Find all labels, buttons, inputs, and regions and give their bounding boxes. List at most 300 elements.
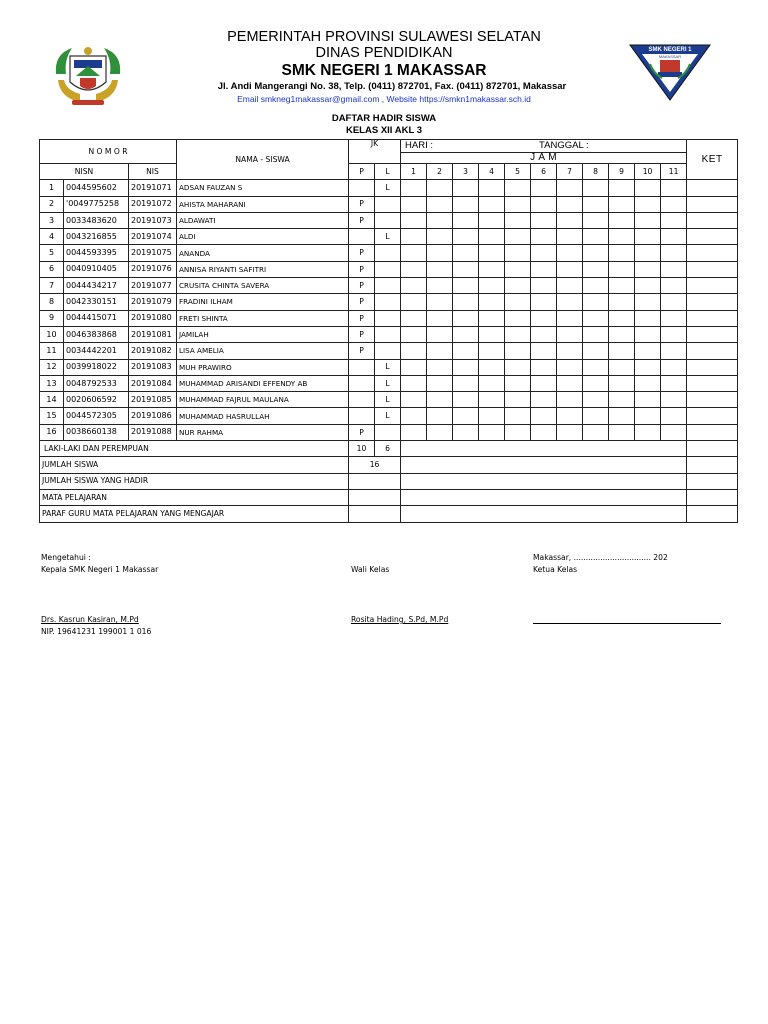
row-nis: 20191075 <box>129 245 177 261</box>
hour-cell <box>401 343 427 359</box>
ket-cell <box>687 424 738 440</box>
row-number: 13 <box>40 375 64 391</box>
empty-cell <box>401 473 687 489</box>
empty-cell <box>687 441 738 457</box>
hour-cell <box>479 392 505 408</box>
hour-cell <box>479 196 505 212</box>
jumlah-row <box>40 457 738 473</box>
jumlah-value: 16 <box>349 457 401 473</box>
hour-cell <box>401 212 427 228</box>
tanggal-label: TANGGAL : <box>539 140 589 151</box>
hour-cell <box>635 392 661 408</box>
hour-cell <box>453 294 479 310</box>
hour-cell <box>557 326 583 342</box>
hour-cell <box>505 245 531 261</box>
hour-cell <box>557 196 583 212</box>
hour-cell <box>635 310 661 326</box>
row-nis: 20191072 <box>129 196 177 212</box>
row-nisn: 0046383868 <box>64 326 129 342</box>
hour-cell <box>635 343 661 359</box>
empty-cell <box>687 506 738 522</box>
row-nisn: 0039918022 <box>64 359 129 375</box>
hour-cell <box>479 245 505 261</box>
hari-label: HARI : <box>405 140 434 151</box>
hour-cell <box>531 310 557 326</box>
hour-cell <box>583 261 609 277</box>
total-l: 6 <box>375 441 401 457</box>
hour-cell <box>401 278 427 294</box>
hour-cell <box>609 196 635 212</box>
hour-cell <box>427 392 453 408</box>
row-p <box>349 359 375 375</box>
right-logo-text: SMK NEGERI 1 <box>648 47 692 53</box>
hour-cell <box>557 310 583 326</box>
table-row <box>40 196 738 212</box>
hour-cell <box>661 359 687 375</box>
row-name: AHISTA MAHARANI <box>177 196 349 212</box>
row-l: L <box>375 375 401 391</box>
row-nis: 20191071 <box>129 180 177 196</box>
row-p <box>349 229 375 245</box>
hour-cell <box>661 196 687 212</box>
hour-cell <box>661 375 687 391</box>
row-nisn: '0049775258 <box>64 196 129 212</box>
hour-header: 5 <box>505 164 531 180</box>
row-l <box>375 196 401 212</box>
table-row <box>40 326 738 342</box>
row-l: L <box>375 359 401 375</box>
hour-cell <box>531 212 557 228</box>
attendance-table <box>39 139 738 523</box>
hour-cell <box>557 343 583 359</box>
hour-cell <box>505 392 531 408</box>
place-date: Makassar, ................................ 202 <box>533 553 668 562</box>
hour-cell <box>427 180 453 196</box>
row-nisn: 0042330151 <box>64 294 129 310</box>
hour-cell <box>453 359 479 375</box>
table-row <box>40 392 738 408</box>
hour-cell <box>453 180 479 196</box>
hour-header: 8 <box>583 164 609 180</box>
hour-cell <box>401 392 427 408</box>
hour-cell <box>453 229 479 245</box>
row-p: P <box>349 343 375 359</box>
hour-cell <box>557 408 583 424</box>
row-number: 12 <box>40 359 64 375</box>
document-title: DAFTAR HADIR SISWA <box>331 113 437 124</box>
row-l <box>375 326 401 342</box>
row-number: 1 <box>40 180 64 196</box>
hour-cell <box>661 408 687 424</box>
hour-cell <box>505 310 531 326</box>
header-contact: Email smkneg1makassar@gmail.com , Website https://smkn1makassar.sch.id <box>237 94 531 104</box>
hour-cell <box>401 310 427 326</box>
nama-header: NAMA - SISWA <box>177 140 349 180</box>
hour-cell <box>583 294 609 310</box>
row-nisn: 0044415071 <box>64 310 129 326</box>
row-name: ADSAN FAUZAN S <box>177 180 349 196</box>
row-nis: 20191086 <box>129 408 177 424</box>
row-nisn: 0043216855 <box>64 229 129 245</box>
hour-cell <box>427 375 453 391</box>
l-header: L <box>375 164 401 180</box>
row-nis: 20191077 <box>129 278 177 294</box>
paraf-label: PARAF GURU MATA PELAJARAN YANG MENGAJAR <box>40 506 349 522</box>
hour-cell <box>505 180 531 196</box>
row-nis: 20191079 <box>129 294 177 310</box>
row-p: P <box>349 212 375 228</box>
hour-cell <box>427 310 453 326</box>
row-p: P <box>349 310 375 326</box>
hour-cell <box>583 343 609 359</box>
row-name: JAMILAH <box>177 326 349 342</box>
row-l <box>375 245 401 261</box>
hour-cell <box>401 375 427 391</box>
row-p: P <box>349 245 375 261</box>
row-nisn: 0034442201 <box>64 343 129 359</box>
hour-cell <box>635 375 661 391</box>
hour-cell <box>583 408 609 424</box>
header-row-1 <box>40 140 738 164</box>
header-school-name: SMK NEGERI 1 MAKASSAR <box>281 62 487 79</box>
row-name: CRUSITA CHINTA SAVERA <box>177 278 349 294</box>
hour-cell <box>401 180 427 196</box>
hour-cell <box>531 261 557 277</box>
hour-cell <box>531 245 557 261</box>
row-p <box>349 392 375 408</box>
row-nisn: 0044593395 <box>64 245 129 261</box>
row-number: 9 <box>40 310 64 326</box>
hour-cell <box>661 392 687 408</box>
empty-cell <box>687 473 738 489</box>
hour-header: 7 <box>557 164 583 180</box>
hour-cell <box>609 229 635 245</box>
hour-header: 2 <box>427 164 453 180</box>
hour-cell <box>453 278 479 294</box>
hour-cell <box>427 294 453 310</box>
hour-cell <box>557 359 583 375</box>
row-number: 4 <box>40 229 64 245</box>
jk-header: JK <box>349 140 401 164</box>
hour-cell <box>635 212 661 228</box>
row-number: 2 <box>40 196 64 212</box>
header-department: DINAS PENDIDIKAN <box>315 45 453 61</box>
hour-cell <box>557 392 583 408</box>
row-p: P <box>349 196 375 212</box>
ket-cell <box>687 310 738 326</box>
row-l <box>375 278 401 294</box>
row-l: L <box>375 408 401 424</box>
row-number: 15 <box>40 408 64 424</box>
hour-cell <box>427 408 453 424</box>
row-nis: 20191085 <box>129 392 177 408</box>
hour-cell <box>557 180 583 196</box>
hour-cell <box>531 392 557 408</box>
wali-name: Rosita Hading, S.Pd, M.Pd <box>351 615 449 624</box>
row-p: P <box>349 278 375 294</box>
hour-cell <box>557 375 583 391</box>
hour-cell <box>505 229 531 245</box>
jumlah-label: JUMLAH SISWA <box>40 457 349 473</box>
row-name: ALDAWATI <box>177 212 349 228</box>
row-nis: 20191076 <box>129 261 177 277</box>
hour-cell <box>531 278 557 294</box>
right-logo-subtext: MAKASSAR <box>658 54 682 59</box>
hour-cell <box>531 229 557 245</box>
table-row <box>40 212 738 228</box>
table-row <box>40 245 738 261</box>
hour-cell <box>635 294 661 310</box>
ket-cell <box>687 375 738 391</box>
hour-cell <box>531 326 557 342</box>
hour-cell <box>427 424 453 440</box>
ket-cell <box>687 212 738 228</box>
hour-cell <box>505 261 531 277</box>
hour-cell <box>401 359 427 375</box>
paraf-row <box>40 506 738 522</box>
table-row <box>40 229 738 245</box>
hour-cell <box>661 326 687 342</box>
row-nisn: 0044434217 <box>64 278 129 294</box>
kepala-label: Kepala SMK Negeri 1 Makassar <box>41 565 159 574</box>
ket-cell <box>687 180 738 196</box>
mengetahui-label: Mengetahui : <box>41 553 91 562</box>
row-l <box>375 310 401 326</box>
table-row <box>40 424 738 440</box>
row-nisn: 0020606592 <box>64 392 129 408</box>
row-p: P <box>349 424 375 440</box>
ket-cell <box>687 392 738 408</box>
hour-cell <box>479 424 505 440</box>
row-p: P <box>349 294 375 310</box>
row-nisn: 0038660138 <box>64 424 129 440</box>
row-l <box>375 424 401 440</box>
row-nisn: 0040910405 <box>64 261 129 277</box>
row-name: MUH PRAWIRO <box>177 359 349 375</box>
hour-cell <box>505 343 531 359</box>
hour-cell <box>635 229 661 245</box>
hour-cell <box>557 245 583 261</box>
hour-cell <box>453 424 479 440</box>
hour-header: 3 <box>453 164 479 180</box>
row-name: MUHAMMAD FAJRUL MAULANA <box>177 392 349 408</box>
row-number: 11 <box>40 343 64 359</box>
hour-cell <box>505 212 531 228</box>
hour-cell <box>479 310 505 326</box>
hour-cell <box>583 180 609 196</box>
empty-cell <box>401 489 687 505</box>
jam-label: J A M <box>530 152 558 163</box>
hour-cell <box>479 343 505 359</box>
hour-cell <box>583 326 609 342</box>
hadir-row <box>40 473 738 489</box>
totals-row <box>40 441 738 457</box>
row-nis: 20191083 <box>129 359 177 375</box>
hadir-label: JUMLAH SISWA YANG HADIR <box>40 473 349 489</box>
hour-cell <box>661 261 687 277</box>
hari-tanggal-cell <box>401 140 687 164</box>
hour-cell <box>401 326 427 342</box>
hour-cell <box>661 245 687 261</box>
hour-cell <box>609 408 635 424</box>
hour-cell <box>583 229 609 245</box>
kepala-nip: NIP. 19641231 199001 1 016 <box>41 627 152 636</box>
hour-cell <box>505 294 531 310</box>
hour-cell <box>583 424 609 440</box>
row-number: 7 <box>40 278 64 294</box>
row-name: NUR RAHMA <box>177 424 349 440</box>
hour-cell <box>661 294 687 310</box>
hour-cell <box>453 375 479 391</box>
table-row <box>40 343 738 359</box>
header-row-2 <box>40 164 738 180</box>
hour-header: 4 <box>479 164 505 180</box>
hour-cell <box>635 326 661 342</box>
row-name: MUHAMMAD HASRULLAH <box>177 408 349 424</box>
hour-cell <box>531 294 557 310</box>
p-header: P <box>349 164 375 180</box>
hour-cell <box>401 294 427 310</box>
row-number: 5 <box>40 245 64 261</box>
row-number: 8 <box>40 294 64 310</box>
hour-cell <box>427 196 453 212</box>
row-p <box>349 375 375 391</box>
hour-cell <box>531 424 557 440</box>
row-l <box>375 261 401 277</box>
row-l: L <box>375 180 401 196</box>
mapel-label: MATA PELAJARAN <box>40 489 349 505</box>
mapel-row <box>40 489 738 505</box>
row-nis: 20191088 <box>129 424 177 440</box>
row-name: ANANDA <box>177 245 349 261</box>
row-name: FRETI SHINTA <box>177 310 349 326</box>
hour-cell <box>583 245 609 261</box>
hour-cell <box>479 326 505 342</box>
row-p: P <box>349 326 375 342</box>
hour-cell <box>505 424 531 440</box>
hour-cell <box>557 424 583 440</box>
hour-cell <box>661 229 687 245</box>
hour-cell <box>583 212 609 228</box>
hour-cell <box>401 196 427 212</box>
row-p <box>349 180 375 196</box>
row-name: LISA AMELIA <box>177 343 349 359</box>
total-p: 10 <box>349 441 375 457</box>
hour-cell <box>453 343 479 359</box>
nis-header: NIS <box>129 164 177 180</box>
hour-cell <box>505 375 531 391</box>
row-number: 14 <box>40 392 64 408</box>
hour-cell <box>583 310 609 326</box>
hour-cell <box>609 343 635 359</box>
hour-cell <box>479 278 505 294</box>
hour-header: 1 <box>401 164 427 180</box>
hour-cell <box>609 392 635 408</box>
hour-cell <box>453 326 479 342</box>
hour-cell <box>609 294 635 310</box>
row-nis: 20191074 <box>129 229 177 245</box>
hour-cell <box>531 343 557 359</box>
hour-cell <box>531 375 557 391</box>
row-number: 16 <box>40 424 64 440</box>
row-p <box>349 408 375 424</box>
ket-cell <box>687 326 738 342</box>
hour-cell <box>505 326 531 342</box>
row-nis: 20191073 <box>129 212 177 228</box>
nisn-header: NISN <box>40 164 129 180</box>
wali-label: Wali Kelas <box>351 565 390 574</box>
hour-header: 6 <box>531 164 557 180</box>
hour-cell <box>661 212 687 228</box>
nomor-header: N O M O R <box>40 140 177 164</box>
row-number: 3 <box>40 212 64 228</box>
row-l: L <box>375 392 401 408</box>
ket-cell <box>687 408 738 424</box>
hour-cell <box>427 326 453 342</box>
hour-cell <box>635 359 661 375</box>
ket-cell <box>687 294 738 310</box>
row-l <box>375 343 401 359</box>
hour-cell <box>401 424 427 440</box>
hour-cell <box>479 294 505 310</box>
row-nisn: 0033483620 <box>64 212 129 228</box>
hour-cell <box>661 278 687 294</box>
hour-cell <box>661 310 687 326</box>
hour-cell <box>479 212 505 228</box>
hour-cell <box>609 326 635 342</box>
hour-cell <box>427 261 453 277</box>
ketua-signature-line <box>533 623 721 624</box>
hour-cell <box>661 424 687 440</box>
empty-cell <box>687 457 738 473</box>
hour-cell <box>453 392 479 408</box>
row-number: 6 <box>40 261 64 277</box>
row-number: 10 <box>40 326 64 342</box>
hour-cell <box>557 212 583 228</box>
hour-cell <box>401 261 427 277</box>
hour-cell <box>661 343 687 359</box>
hour-cell <box>635 408 661 424</box>
hour-cell <box>583 278 609 294</box>
hour-cell <box>479 180 505 196</box>
hour-cell <box>557 261 583 277</box>
hour-cell <box>635 261 661 277</box>
ket-cell <box>687 343 738 359</box>
row-p: P <box>349 261 375 277</box>
table-row <box>40 261 738 277</box>
ket-cell <box>687 261 738 277</box>
hour-header: 9 <box>609 164 635 180</box>
hour-cell <box>531 359 557 375</box>
table-row <box>40 310 738 326</box>
hour-cell <box>479 261 505 277</box>
row-name: FRADINI ILHAM <box>177 294 349 310</box>
hour-cell <box>401 229 427 245</box>
hour-cell <box>453 310 479 326</box>
hour-cell <box>453 408 479 424</box>
ket-cell <box>687 278 738 294</box>
row-nisn: 0044572305 <box>64 408 129 424</box>
hour-cell <box>609 278 635 294</box>
row-nis: 20191084 <box>129 375 177 391</box>
hour-cell <box>505 196 531 212</box>
hour-cell <box>661 180 687 196</box>
header-address: Jl. Andi Mangerangi No. 38, Telp. (0411) 872701, Fax. (0411) 872701, Makassar <box>217 81 567 92</box>
hour-cell <box>427 343 453 359</box>
ket-header: KET <box>687 140 738 180</box>
row-name: MUHAMMAD ARISANDI EFFENDY AB <box>177 375 349 391</box>
hour-cell <box>609 212 635 228</box>
